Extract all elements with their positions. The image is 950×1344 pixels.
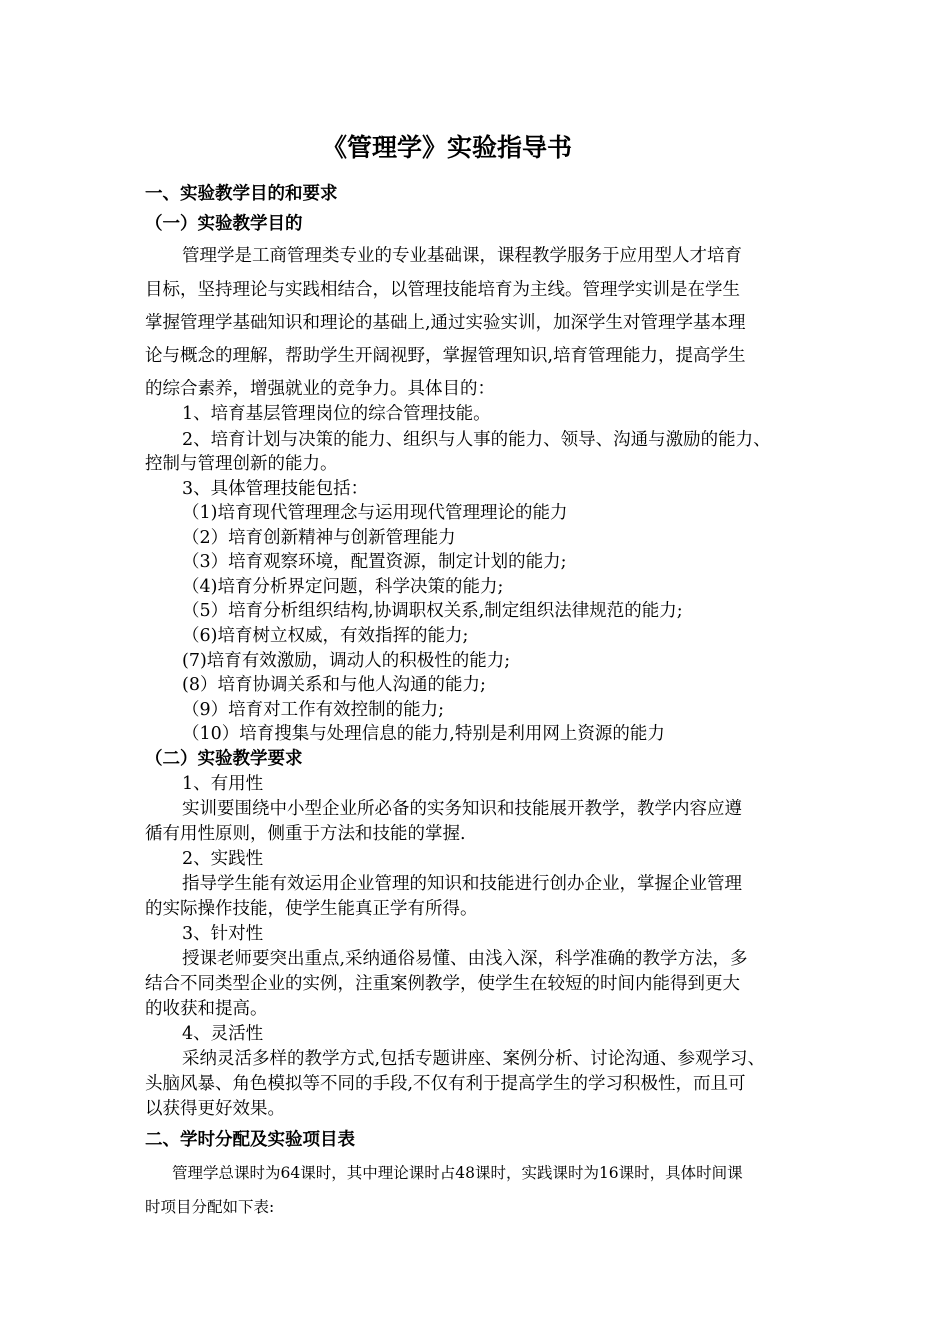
skill-item: （3）培育观察环境，配置资源，制定计划的能力; (182, 552, 567, 572)
skill-item: （6)培育树立权威，有效指挥的能力; (182, 626, 469, 646)
paragraph-line: 授课老师要突出重点,采纳通俗易懂、由浅入深，科学准确的教学方法，多 (182, 949, 748, 969)
paragraph-line: 结合不同类型企业的实例，注重案例教学，使学生在较短的时间内能得到更大 (145, 974, 740, 994)
paragraph-line: 循有用性原则，侧重于方法和技能的掌握. (145, 824, 466, 844)
section-heading-1: 一、实验教学目的和要求 (145, 184, 338, 204)
skill-item: （9）培育对工作有效控制的能力; (182, 700, 445, 720)
goal-item: 2、培育计划与决策的能力、组织与人事的能力、领导、沟通与激励的能力、 (182, 430, 771, 450)
skill-item: (7)培育有效激励，调动人的积极性的能力; (182, 651, 511, 671)
paragraph-line: 目标，坚持理论与实践相结合，以管理技能培育为主线。管理学实训是在学生 (145, 280, 740, 300)
skill-item: (8）培育协调关系和与他人沟通的能力; (182, 675, 486, 695)
paragraph-line: 的综合素养，增强就业的竞争力。具体目的： (145, 379, 495, 399)
paragraph-line: 采纳灵活多样的教学方式,包括专题讲座、案例分析、讨论沟通、参观学习、 (182, 1049, 766, 1069)
skill-item: （4)培育分析界定问题，科学决策的能力; (182, 577, 504, 597)
paragraph-line: 实训要围绕中小型企业所必备的实务知识和技能展开教学，教学内容应遵 (182, 799, 742, 819)
requirement-title: 3、针对性 (182, 924, 264, 944)
paragraph-line: 头脑风暴、角色模拟等不同的手段,不仅有利于提高学生的学习积极性，而且可 (145, 1074, 746, 1094)
subsection-heading-1: （一）实验教学目的 (145, 214, 303, 234)
requirement-title: 2、实践性 (182, 849, 264, 869)
goal-item: 3、具体管理技能包括： (182, 479, 369, 499)
paragraph-line: 管理学是工商管理类专业的专业基础课，课程教学服务于应用型人才培育 (182, 246, 742, 266)
paragraph-line: 指导学生能有效运用企业管理的知识和技能进行创办企业，掌握企业管理 (182, 874, 742, 894)
paragraph-line: 时项目分配如下表: (145, 1198, 275, 1216)
requirement-title: 4、灵活性 (182, 1024, 264, 1044)
paragraph-line: 管理学总课时为64课时，其中理论课时占48课时，实践课时为16课时，具体时间课 (172, 1164, 743, 1182)
paragraph-line: 以获得更好效果。 (145, 1099, 285, 1119)
paragraph-line: 的实际操作技能，使学生能真正学有所得。 (145, 899, 478, 919)
skill-item: （10）培育搜集与处理信息的能力,特别是利用网上资源的能力 (182, 724, 665, 744)
section-heading-2: 二、学时分配及实验项目表 (145, 1130, 355, 1150)
paragraph-line: 的收获和提高。 (145, 999, 268, 1019)
document-title: 《管理学》实验指导书 (322, 133, 573, 162)
skill-item: （5）培育分析组织结构,协调职权关系,制定组织法律规范的能力; (182, 601, 683, 621)
subsection-heading-2: （二）实验教学要求 (145, 749, 303, 769)
goal-item-continued: 控制与管理创新的能力。 (145, 454, 338, 474)
goal-item: 1、培育基层管理岗位的综合管理技能。 (182, 404, 491, 424)
paragraph-line: 掌握管理学基础知识和理论的基础上,通过实验实训，加深学生对管理学基本理 (145, 313, 746, 333)
skill-item: （1)培育现代管理理念与运用现代管理理论的能力 (182, 503, 568, 523)
requirement-title: 1、有用性 (182, 774, 264, 794)
skill-item: （2）培育创新精神与创新管理能力 (182, 528, 456, 548)
paragraph-line: 论与概念的理解，帮助学生开阔视野，掌握管理知识,培育管理能力，提高学生 (145, 346, 746, 366)
